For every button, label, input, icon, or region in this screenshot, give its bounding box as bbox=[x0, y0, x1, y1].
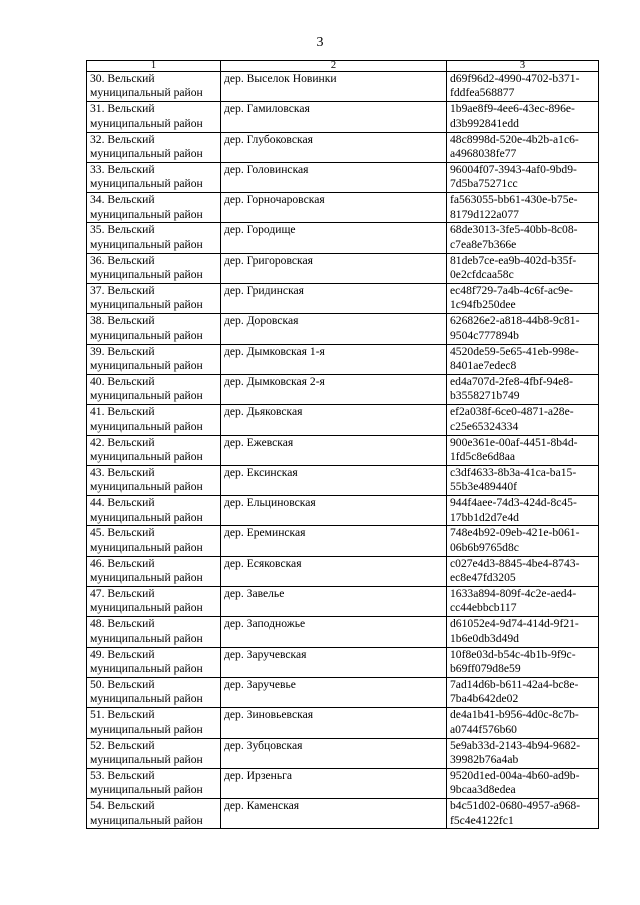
district-number-label: 32. Вельский bbox=[90, 132, 155, 146]
table-row bbox=[87, 162, 599, 192]
district-type-label: муниципальный район bbox=[90, 813, 203, 827]
district-cell bbox=[87, 435, 221, 465]
settlement-cell: дер. Гридинская bbox=[221, 284, 447, 314]
table-row bbox=[87, 647, 599, 677]
table-row bbox=[87, 253, 599, 283]
guid-part-2: a0744f576b60 bbox=[450, 722, 517, 736]
guid-part-2: b3558271b749 bbox=[450, 389, 520, 403]
district-type-label: муниципальный район bbox=[90, 177, 203, 191]
district-cell bbox=[87, 253, 221, 283]
guid-part-1: 626826e2-a818-44b8-9c81- bbox=[450, 314, 580, 328]
district-type-label: муниципальный район bbox=[90, 268, 203, 282]
guid-cell bbox=[447, 162, 599, 192]
district-cell bbox=[87, 526, 221, 556]
guid-part-1: d61052e4-9d74-414d-9f21- bbox=[450, 617, 579, 631]
guid-part-1: 68de3013-3fe5-40bb-8c08- bbox=[450, 223, 578, 237]
district-type-label: муниципальный район bbox=[90, 540, 203, 554]
district-type-label: муниципальный район bbox=[90, 359, 203, 373]
table-row bbox=[87, 677, 599, 707]
district-number-label: 46. Вельский bbox=[90, 556, 155, 570]
settlement-cell: дер. Глубоковская bbox=[221, 132, 447, 162]
guid-part-2: cc44ebbcb117 bbox=[450, 601, 517, 615]
table-row bbox=[87, 799, 599, 829]
guid-cell bbox=[447, 677, 599, 707]
table-row bbox=[87, 435, 599, 465]
district-number-label: 33. Вельский bbox=[90, 162, 155, 176]
settlement-cell: дер. Дымковская 1-я bbox=[221, 344, 447, 374]
district-cell bbox=[87, 72, 221, 102]
district-cell bbox=[87, 223, 221, 253]
guid-cell bbox=[447, 465, 599, 495]
district-number-label: 31. Вельский bbox=[90, 102, 155, 116]
guid-part-2: a4968038fe77 bbox=[450, 147, 517, 160]
district-type-label: муниципальный район bbox=[90, 147, 203, 160]
settlement-cell: дер. Ельциновская bbox=[221, 496, 447, 526]
settlement-cell: дер. Ереминская bbox=[221, 526, 447, 556]
guid-part-1: c027e4d3-8845-4be4-8743- bbox=[450, 556, 580, 570]
guid-part-1: d69f96d2-4990-4702-b371- bbox=[450, 72, 580, 85]
guid-part-1: 4520de59-5e65-41eb-998e- bbox=[450, 344, 579, 358]
guid-part-1: 900e361e-00af-4451-8b4d- bbox=[450, 435, 578, 449]
district-type-label: муниципальный район bbox=[90, 722, 203, 736]
district-type-label: муниципальный район bbox=[90, 752, 203, 766]
guid-part-2: 9bcaa3d8edea bbox=[450, 783, 516, 797]
district-number-label: 37. Вельский bbox=[90, 284, 155, 298]
district-type-label: муниципальный район bbox=[90, 449, 203, 463]
table-row bbox=[87, 708, 599, 738]
guid-part-1: 5e9ab33d-2143-4b94-9682- bbox=[450, 738, 581, 752]
guid-part-1: ed4a707d-2fe8-4fbf-94e8- bbox=[450, 374, 573, 388]
table-row bbox=[87, 617, 599, 647]
table-header-row bbox=[87, 61, 599, 72]
guid-cell bbox=[447, 435, 599, 465]
district-cell bbox=[87, 617, 221, 647]
table-row bbox=[87, 344, 599, 374]
guid-part-1: 9520d1ed-004a-4b60-ad9b- bbox=[450, 768, 580, 782]
settlement-cell: дер. Дьяковская bbox=[221, 405, 447, 435]
guid-cell bbox=[447, 496, 599, 526]
settlement-cell: дер. Городище bbox=[221, 223, 447, 253]
table-row bbox=[87, 587, 599, 617]
district-number-label: 30. Вельский bbox=[90, 72, 155, 85]
guid-part-2: 06b6b9765d8c bbox=[450, 540, 519, 554]
settlement-cell: дер. Есяковская bbox=[221, 556, 447, 586]
guid-part-2: 8179d122a077 bbox=[450, 207, 519, 221]
district-type-label: муниципальный район bbox=[90, 692, 203, 706]
column-header: 3 bbox=[447, 61, 599, 72]
district-type-label: муниципальный район bbox=[90, 783, 203, 797]
district-type-label: муниципальный район bbox=[90, 662, 203, 676]
settlement-cell: дер. Заподножье bbox=[221, 617, 447, 647]
district-cell bbox=[87, 708, 221, 738]
district-type-label: муниципальный район bbox=[90, 328, 203, 342]
table-body bbox=[87, 72, 599, 829]
district-cell bbox=[87, 677, 221, 707]
table-row bbox=[87, 738, 599, 768]
district-cell bbox=[87, 193, 221, 223]
table-row bbox=[87, 405, 599, 435]
district-number-label: 36. Вельский bbox=[90, 253, 155, 267]
district-type-label: муниципальный район bbox=[90, 207, 203, 221]
settlement-cell: дер. Григоровская bbox=[221, 253, 447, 283]
district-cell bbox=[87, 405, 221, 435]
guid-cell bbox=[447, 587, 599, 617]
guid-part-2: 7d5ba75271cc bbox=[450, 177, 518, 191]
settlement-cell: дер. Каменская bbox=[221, 799, 447, 829]
district-type-label: муниципальный район bbox=[90, 389, 203, 403]
guid-cell bbox=[447, 768, 599, 798]
district-number-label: 52. Вельский bbox=[90, 738, 155, 752]
district-cell bbox=[87, 344, 221, 374]
guid-part-2: f5c4e4122fc1 bbox=[450, 813, 514, 827]
district-number-label: 47. Вельский bbox=[90, 587, 155, 601]
table-row bbox=[87, 223, 599, 253]
table-row bbox=[87, 284, 599, 314]
guid-part-1: 10f8e03d-b54c-4b1b-9f9c- bbox=[450, 647, 576, 661]
district-cell bbox=[87, 374, 221, 404]
guid-part-1: ec48f729-7a4b-4c6f-ac9e- bbox=[450, 284, 573, 298]
guid-cell bbox=[447, 799, 599, 829]
district-cell bbox=[87, 647, 221, 677]
guid-cell bbox=[447, 284, 599, 314]
guid-cell bbox=[447, 314, 599, 344]
guid-cell bbox=[447, 617, 599, 647]
district-number-label: 40. Вельский bbox=[90, 374, 155, 388]
table-row bbox=[87, 314, 599, 344]
settlement-cell: дер. Ексинская bbox=[221, 465, 447, 495]
district-cell bbox=[87, 768, 221, 798]
guid-part-1: 81deb7ce-ea9b-402d-b35f- bbox=[450, 253, 577, 267]
guid-cell bbox=[447, 526, 599, 556]
district-cell bbox=[87, 465, 221, 495]
district-number-label: 38. Вельский bbox=[90, 314, 155, 328]
guid-part-2: fddfea568877 bbox=[450, 86, 515, 100]
district-cell bbox=[87, 496, 221, 526]
district-number-label: 50. Вельский bbox=[90, 677, 155, 691]
guid-cell bbox=[447, 738, 599, 768]
guid-part-1: de4a1b41-b956-4d0c-8c7b- bbox=[450, 708, 579, 722]
table-row bbox=[87, 556, 599, 586]
settlement-cell: дер. Ирзеньга bbox=[221, 768, 447, 798]
district-type-label: муниципальный район bbox=[90, 116, 203, 130]
settlement-cell: дер. Заручевье bbox=[221, 677, 447, 707]
guid-part-2: 1b6e0db3d49d bbox=[450, 631, 519, 645]
settlement-cell: дер. Заручевская bbox=[221, 647, 447, 677]
settlement-cell: дер. Горночаровская bbox=[221, 193, 447, 223]
guid-part-2: 55b3e489440f bbox=[450, 480, 517, 494]
guid-part-2: 1fd5c8e6d8aa bbox=[450, 449, 516, 463]
guid-cell bbox=[447, 72, 599, 102]
guid-cell bbox=[447, 647, 599, 677]
guid-part-1: 748e4b92-09eb-421e-b061- bbox=[450, 526, 580, 540]
guid-part-2: b69ff079d8e59 bbox=[450, 662, 521, 676]
table-row bbox=[87, 374, 599, 404]
district-type-label: муниципальный район bbox=[90, 571, 203, 585]
guid-part-1: 944f4aee-74d3-424d-8c45- bbox=[450, 496, 577, 510]
district-number-label: 42. Вельский bbox=[90, 435, 155, 449]
guid-part-2: 9504c777894b bbox=[450, 328, 519, 342]
district-cell bbox=[87, 587, 221, 617]
district-cell bbox=[87, 102, 221, 132]
settlement-cell: дер. Дымковская 2-я bbox=[221, 374, 447, 404]
page-number: 3 bbox=[316, 35, 324, 50]
district-cell bbox=[87, 799, 221, 829]
district-cell bbox=[87, 132, 221, 162]
district-type-label: муниципальный район bbox=[90, 298, 203, 312]
guid-part-2: c7ea8e7b366e bbox=[450, 237, 517, 251]
district-type-label: муниципальный район bbox=[90, 419, 203, 433]
district-number-label: 34. Вельский bbox=[90, 193, 155, 207]
district-number-label: 44. Вельский bbox=[90, 496, 155, 510]
settlement-cell: дер. Головинская bbox=[221, 162, 447, 192]
guid-part-2: 7ba4b642de02 bbox=[450, 692, 519, 706]
table-row bbox=[87, 526, 599, 556]
district-number-label: 39. Вельский bbox=[90, 344, 155, 358]
guid-cell bbox=[447, 708, 599, 738]
table-row bbox=[87, 496, 599, 526]
guid-part-1: b4c51d02-0680-4957-a968- bbox=[450, 799, 581, 813]
table-row bbox=[87, 72, 599, 102]
guid-part-1: 1633a894-809f-4c2e-aed4- bbox=[450, 587, 577, 601]
guid-cell bbox=[447, 405, 599, 435]
table-row bbox=[87, 768, 599, 798]
guid-cell bbox=[447, 374, 599, 404]
guid-cell bbox=[447, 253, 599, 283]
district-number-label: 48. Вельский bbox=[90, 617, 155, 631]
guid-cell bbox=[447, 344, 599, 374]
guid-part-2: ec8e47fd3205 bbox=[450, 571, 516, 585]
guid-part-1: 1b9ae8f9-4ee6-43ec-896e- bbox=[450, 102, 575, 116]
district-type-label: муниципальный район bbox=[90, 510, 203, 524]
table-row bbox=[87, 102, 599, 132]
district-number-label: 45. Вельский bbox=[90, 526, 155, 540]
district-type-label: муниципальный район bbox=[90, 86, 203, 100]
settlement-cell: дер. Зубцовская bbox=[221, 738, 447, 768]
settlement-cell: дер. Завелье bbox=[221, 587, 447, 617]
guid-part-2: 1c94fb250dee bbox=[450, 298, 516, 312]
guid-part-2: 8401ae7edec8 bbox=[450, 359, 517, 373]
settlement-cell: дер. Доровская bbox=[221, 314, 447, 344]
district-cell bbox=[87, 284, 221, 314]
guid-cell bbox=[447, 193, 599, 223]
district-type-label: муниципальный район bbox=[90, 480, 203, 494]
district-cell bbox=[87, 314, 221, 344]
settlement-cell: дер. Выселок Новинки bbox=[221, 72, 447, 102]
guid-part-1: c3df4633-8b3a-41ca-ba15- bbox=[450, 465, 577, 479]
guid-part-1: 7ad14d6b-b611-42a4-bc8e- bbox=[450, 677, 579, 691]
district-number-label: 53. Вельский bbox=[90, 768, 155, 782]
settlement-cell: дер. Зиновьевская bbox=[221, 708, 447, 738]
guid-cell bbox=[447, 132, 599, 162]
settlement-cell: дер. Гамиловская bbox=[221, 102, 447, 132]
guid-part-1: fa563055-bb61-430e-b75e- bbox=[450, 193, 578, 207]
guid-part-1: ef2a038f-6ce0-4871-a28e- bbox=[450, 405, 574, 419]
district-number-label: 49. Вельский bbox=[90, 647, 155, 661]
guid-part-2: c25e65324334 bbox=[450, 419, 519, 433]
guid-cell bbox=[447, 223, 599, 253]
column-header: 2 bbox=[221, 61, 447, 72]
table-row bbox=[87, 132, 599, 162]
guid-part-2: 17bb1d2d7e4d bbox=[450, 510, 519, 524]
guid-cell bbox=[447, 102, 599, 132]
district-type-label: муниципальный район bbox=[90, 631, 203, 645]
column-header: 1 bbox=[87, 61, 221, 72]
table-row bbox=[87, 193, 599, 223]
district-type-label: муниципальный район bbox=[90, 601, 203, 615]
table-row bbox=[87, 465, 599, 495]
guid-cell bbox=[447, 556, 599, 586]
district-number-label: 35. Вельский bbox=[90, 223, 155, 237]
district-number-label: 43. Вельский bbox=[90, 465, 155, 479]
guid-part-2: d3b992841edd bbox=[450, 116, 519, 130]
settlement-cell: дер. Ежевская bbox=[221, 435, 447, 465]
guid-part-2: 0e2cfdcaa58c bbox=[450, 268, 514, 282]
district-number-label: 54. Вельский bbox=[90, 799, 155, 813]
guid-part-2: 39982b76a4ab bbox=[450, 752, 519, 766]
guid-part-1: 48c8998d-520e-4b2b-a1c6- bbox=[450, 132, 579, 146]
district-number-label: 41. Вельский bbox=[90, 405, 155, 419]
district-type-label: муниципальный район bbox=[90, 237, 203, 251]
guid-part-1: 96004f07-3943-4af0-9bd9- bbox=[450, 162, 577, 176]
settlements-table bbox=[86, 60, 599, 829]
district-cell bbox=[87, 738, 221, 768]
district-cell bbox=[87, 162, 221, 192]
district-number-label: 51. Вельский bbox=[90, 708, 155, 722]
district-cell bbox=[87, 556, 221, 586]
